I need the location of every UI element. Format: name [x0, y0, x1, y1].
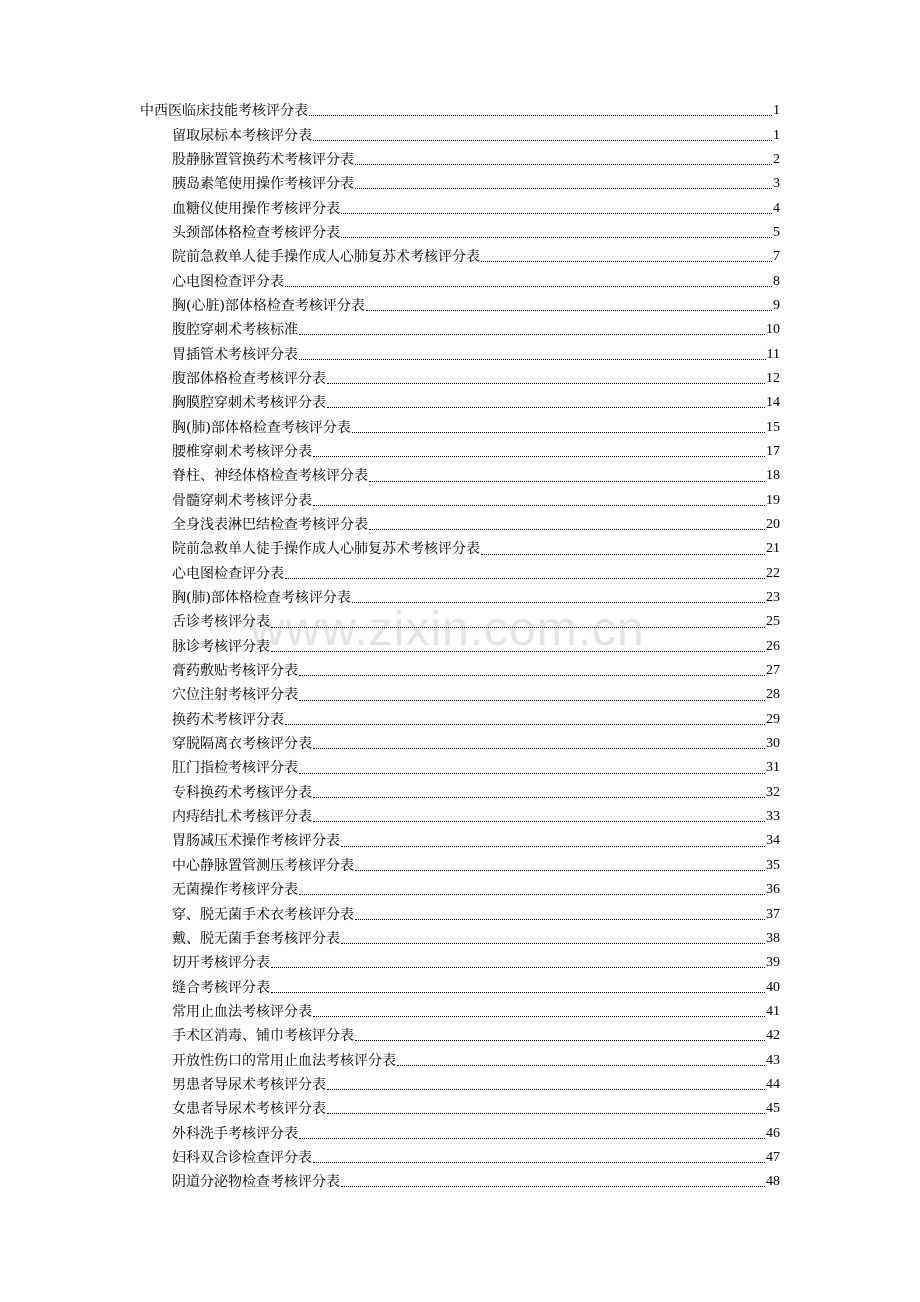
toc-entry-title: 戴、脱无菌手套考核评分表	[172, 930, 340, 947]
dot-leader	[313, 140, 772, 141]
toc-heading-entry[interactable]	[140, 99, 780, 123]
toc-entry[interactable]	[172, 489, 780, 513]
toc-entry[interactable]	[172, 123, 780, 147]
dot-leader	[271, 992, 765, 993]
toc-entry-page-number: 5	[773, 224, 780, 240]
toc-entry-title: 院前急救单人徒手操作成人心肺复苏术考核评分表	[172, 249, 480, 266]
toc-entry-title: 血糖仪使用操作考核评分表	[172, 200, 340, 217]
toc-entry[interactable]	[172, 781, 780, 805]
toc-entry-page-number: 47	[766, 1149, 780, 1165]
dot-leader	[327, 1089, 765, 1090]
toc-entry[interactable]	[172, 951, 780, 975]
dot-leader	[341, 1186, 765, 1187]
toc-entry[interactable]	[172, 196, 780, 220]
toc-entry[interactable]	[172, 756, 780, 780]
table-of-contents	[0, 99, 920, 1194]
toc-entry[interactable]	[172, 342, 780, 366]
toc-entry-page-number: 10	[766, 322, 780, 338]
toc-entry-title: 胸(肺)部体格检查考核评分表	[172, 419, 351, 436]
toc-entry-title: 内痔结扎术考核评分表	[172, 809, 312, 826]
toc-entry[interactable]	[172, 1146, 780, 1170]
toc-entry-page-number: 17	[766, 443, 780, 459]
dot-leader	[313, 821, 765, 822]
toc-entry-title: 腰椎穿刺术考核评分表	[172, 443, 312, 460]
toc-entry-title: 脉诊考核评分表	[172, 638, 270, 655]
dot-leader	[271, 627, 765, 628]
dot-leader	[285, 286, 772, 287]
dot-leader	[327, 407, 765, 408]
toc-entry[interactable]	[172, 440, 780, 464]
dot-leader	[313, 748, 765, 749]
toc-entry-page-number: 23	[766, 590, 780, 606]
dot-leader	[299, 675, 765, 676]
toc-entry[interactable]	[172, 1024, 780, 1048]
toc-entry-page-number: 35	[766, 857, 780, 873]
dot-leader	[352, 432, 765, 433]
toc-entry-page-number: 11	[766, 346, 780, 362]
toc-entry-page-number: 7	[773, 249, 780, 265]
toc-entry-title: 骨髓穿刺术考核评分表	[172, 492, 312, 509]
dot-leader	[481, 554, 765, 555]
toc-entry-title: 常用止血法考核评分表	[172, 1003, 312, 1020]
dot-leader	[369, 481, 765, 482]
toc-entry-page-number: 33	[766, 809, 780, 825]
toc-entry-title: 胃插管术考核评分表	[172, 346, 298, 363]
toc-entry[interactable]	[172, 391, 780, 415]
toc-entry[interactable]	[172, 245, 780, 269]
toc-entry-page-number: 34	[766, 833, 780, 849]
toc-entry-title: 开放性伤口的常用止血法考核评分表	[172, 1052, 396, 1069]
toc-entry-page-number: 15	[766, 419, 780, 435]
toc-entry[interactable]	[172, 708, 780, 732]
dot-leader	[366, 310, 772, 311]
dot-leader	[313, 456, 765, 457]
toc-entry[interactable]	[172, 732, 780, 756]
toc-entry[interactable]	[172, 172, 780, 196]
toc-entry-title: 缝合考核评分表	[172, 979, 270, 996]
toc-entry-page-number: 1	[773, 127, 780, 143]
dot-leader	[355, 1040, 765, 1041]
toc-entry-page-number: 46	[766, 1125, 780, 1141]
toc-entry-page-number: 18	[766, 468, 780, 484]
dot-leader	[313, 797, 765, 798]
toc-entry[interactable]	[172, 537, 780, 561]
dot-leader	[355, 188, 772, 189]
toc-entry[interactable]	[172, 927, 780, 951]
toc-entry[interactable]	[172, 562, 780, 586]
toc-entry[interactable]	[172, 805, 780, 829]
toc-entry[interactable]	[172, 829, 780, 853]
dot-leader	[299, 700, 765, 701]
toc-entry-title: 中心静脉置管测压考核评分表	[172, 857, 354, 874]
toc-entry[interactable]	[172, 464, 780, 488]
toc-entry-title: 脊柱、神经体格检查考核评分表	[172, 468, 368, 485]
toc-entry-page-number: 20	[766, 517, 780, 533]
toc-entry-page-number: 2	[773, 151, 780, 167]
toc-entry[interactable]	[172, 878, 780, 902]
toc-entry-title: 留取尿标本考核评分表	[172, 127, 312, 144]
toc-entry-page-number: 48	[766, 1174, 780, 1190]
toc-entry-page-number: 29	[766, 711, 780, 727]
dot-leader	[481, 261, 772, 262]
dot-leader	[341, 237, 772, 238]
toc-entry-title: 全身浅表淋巴结检查考核评分表	[172, 517, 368, 534]
toc-entry-title: 专科换药术考核评分表	[172, 784, 312, 801]
toc-entry[interactable]	[172, 318, 780, 342]
toc-entry-title: 舌诊考核评分表	[172, 614, 270, 631]
dot-leader	[313, 1016, 765, 1017]
dot-leader	[299, 359, 766, 360]
toc-entry-page-number: 26	[766, 638, 780, 654]
toc-entry-page-number: 42	[766, 1028, 780, 1044]
toc-entry-page-number: 14	[766, 395, 780, 411]
toc-entry-title: 穿脱隔离衣考核评分表	[172, 736, 312, 753]
dot-leader	[309, 115, 772, 116]
toc-entry-page-number: 31	[766, 760, 780, 776]
toc-entry-page-number: 32	[766, 784, 780, 800]
toc-entry-title: 膏药敷贴考核评分表	[172, 663, 298, 680]
toc-entry-page-number: 37	[766, 906, 780, 922]
toc-entry-title: 胸(心脏)部体格检查考核评分表	[172, 297, 365, 314]
toc-entry-page-number: 27	[766, 663, 780, 679]
toc-entry-page-number: 22	[766, 565, 780, 581]
toc-entry-title: 胸膜腔穿刺术考核评分表	[172, 395, 326, 412]
toc-entry-title: 妇科双合诊检查评分表	[172, 1149, 312, 1166]
dot-leader	[313, 505, 765, 506]
toc-entry-page-number: 41	[766, 1003, 780, 1019]
toc-entry[interactable]	[172, 854, 780, 878]
toc-entry-page-number: 3	[773, 176, 780, 192]
toc-entry-title: 穴位注射考核评分表	[172, 687, 298, 704]
toc-entry-title: 女患者导尿术考核评分表	[172, 1101, 326, 1118]
dot-leader	[299, 773, 765, 774]
toc-entry-page-number: 12	[766, 370, 780, 386]
toc-entry[interactable]	[172, 1121, 780, 1145]
dot-leader	[271, 967, 765, 968]
toc-entry-page-number: 21	[766, 541, 780, 557]
toc-entry-page-number: 38	[766, 930, 780, 946]
toc-entry-page-number: 8	[773, 273, 780, 289]
toc-entry-title: 穿、脱无菌手术衣考核评分表	[172, 906, 354, 923]
toc-entry[interactable]	[172, 294, 780, 318]
toc-entry-title: 股静脉置管换药术考核评分表	[172, 151, 354, 168]
toc-entry[interactable]	[172, 269, 780, 293]
toc-entry[interactable]	[172, 148, 780, 172]
dot-leader	[327, 383, 765, 384]
dot-leader	[285, 724, 765, 725]
toc-entry[interactable]	[172, 975, 780, 999]
toc-entry[interactable]	[172, 513, 780, 537]
dot-leader	[352, 602, 765, 603]
toc-entry-title: 肛门指检考核评分表	[172, 760, 298, 777]
toc-entry[interactable]	[172, 659, 780, 683]
toc-entry[interactable]	[172, 635, 780, 659]
toc-entry[interactable]	[172, 1048, 780, 1072]
toc-entry-page-number: 19	[766, 492, 780, 508]
toc-entry-title: 换药术考核评分表	[172, 711, 284, 728]
toc-entry-title: 胃肠减压术操作考核评分表	[172, 833, 340, 850]
toc-entry-page-number: 1	[773, 103, 780, 119]
toc-entry-page-number: 39	[766, 955, 780, 971]
toc-entry-title: 男患者导尿术考核评分表	[172, 1076, 326, 1093]
toc-entry[interactable]	[172, 1097, 780, 1121]
toc-entry-title: 胸(肺)部体格检查考核评分表	[172, 590, 351, 607]
toc-entry-page-number: 36	[766, 882, 780, 898]
toc-entry-page-number: 45	[766, 1101, 780, 1117]
dot-leader	[271, 651, 765, 652]
toc-entry-title: 腹部体格检查考核评分表	[172, 370, 326, 387]
toc-entry-page-number: 4	[773, 200, 780, 216]
watermark: www.zixin.com.cn	[250, 603, 645, 656]
toc-entry[interactable]	[172, 902, 780, 926]
toc-entry-title: 阴道分泌物检查考核评分表	[172, 1174, 340, 1191]
dot-leader	[355, 164, 772, 165]
toc-entry-title: 胰岛素笔使用操作考核评分表	[172, 176, 354, 193]
toc-entry[interactable]	[172, 586, 780, 610]
toc-entry-title: 院前急救单人徒手操作成人心肺复苏术考核评分表	[172, 541, 480, 558]
toc-entry-title: 切开考核评分表	[172, 955, 270, 972]
dot-leader	[341, 213, 772, 214]
toc-entry-title: 心电图检查评分表	[172, 273, 284, 290]
toc-entry[interactable]	[172, 610, 780, 634]
dot-leader	[341, 846, 765, 847]
toc-entry-title: 腹腔穿刺术考核标准	[172, 322, 298, 339]
toc-entry[interactable]	[172, 221, 780, 245]
dot-leader	[397, 1065, 765, 1066]
toc-entry[interactable]	[172, 415, 780, 439]
toc-entry-page-number: 40	[766, 979, 780, 995]
toc-entry-title: 无菌操作考核评分表	[172, 882, 298, 899]
toc-entry-title: 手术区消毒、铺巾考核评分表	[172, 1028, 354, 1045]
toc-entry[interactable]	[172, 1000, 780, 1024]
toc-entry-title: 头颈部体格检查考核评分表	[172, 224, 340, 241]
dot-leader	[355, 919, 765, 920]
toc-entry-title: 外科洗手考核评分表	[172, 1125, 298, 1142]
toc-entry-page-number: 9	[773, 297, 780, 313]
toc-entry[interactable]	[172, 367, 780, 391]
dot-leader	[285, 578, 765, 579]
toc-entry-page-number: 30	[766, 736, 780, 752]
toc-entry-title: 中西医临床技能考核评分表	[140, 103, 308, 120]
dot-leader	[299, 334, 765, 335]
dot-leader	[299, 894, 765, 895]
dot-leader	[313, 1162, 765, 1163]
toc-entry-title: 心电图检查评分表	[172, 565, 284, 582]
toc-entry-page-number: 28	[766, 687, 780, 703]
dot-leader	[369, 529, 765, 530]
toc-entry-page-number: 44	[766, 1076, 780, 1092]
toc-entry[interactable]	[172, 1170, 780, 1194]
toc-entry[interactable]	[172, 1073, 780, 1097]
dot-leader	[341, 943, 765, 944]
toc-entry-page-number: 43	[766, 1052, 780, 1068]
toc-entry-page-number: 25	[766, 614, 780, 630]
dot-leader	[355, 870, 765, 871]
dot-leader	[299, 1138, 765, 1139]
dot-leader	[327, 1113, 765, 1114]
toc-entry[interactable]	[172, 683, 780, 707]
